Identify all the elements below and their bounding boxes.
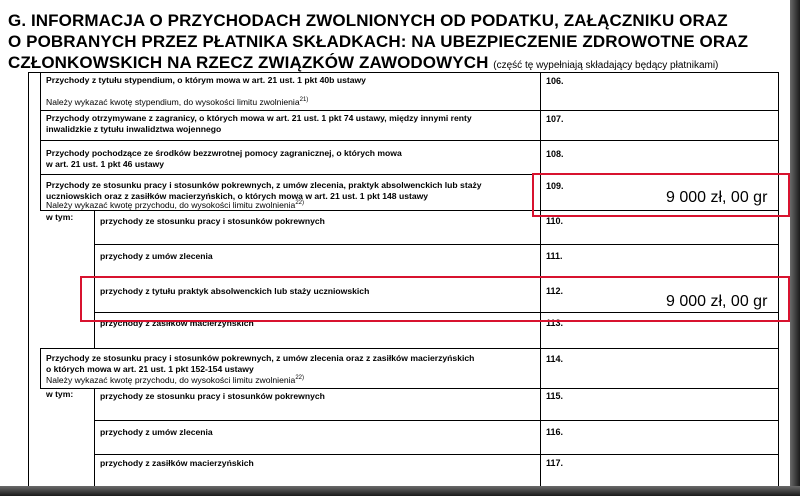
- wtym-label: w tym:: [46, 389, 74, 399]
- footnote-ref: 21): [299, 97, 309, 104]
- row-110-label: przychody ze stosunku pracy i stosunków pokrewnych: [100, 216, 325, 226]
- row-109-note-text: Należy wykazać kwotę przychodu, do wysokości limitu zwolnienia: [46, 200, 296, 210]
- row-separator: [94, 420, 778, 421]
- field-111-number: 111.: [546, 251, 563, 261]
- row-111-label: przychody z umów zlecenia: [100, 251, 213, 261]
- row-106-note: [46, 97, 308, 108]
- row-109-note: [46, 200, 304, 211]
- row-112-label: przychody z tytułu praktyk absolwenckich lub staży uczniowskich: [100, 286, 370, 296]
- footnote-ref: 22): [295, 200, 304, 207]
- field-116-number: 116.: [546, 427, 564, 437]
- field-117-number: 117.: [546, 458, 564, 468]
- row-115-label: przychody ze stosunku pracy i stosunków pokrewnych: [100, 391, 325, 401]
- row-117-label: przychody z zasiłków macierzyńskich: [100, 458, 254, 468]
- row-108-label-line-2: w art. 21 ust. 1 pkt 46 ustawy: [46, 159, 164, 169]
- row-116-label: przychody z umów zlecenia: [100, 427, 213, 437]
- title-line-3-text: CZŁONKOWSKICH NA RZECZ ZWIĄZKÓW ZAWODOWYCH: [8, 53, 489, 72]
- wtym-column-border: [94, 388, 95, 486]
- page-shadow-right: [790, 0, 800, 496]
- wtym-label: w tym:: [46, 212, 74, 222]
- field-109-amount[interactable]: 9 000 zł, 00 gr: [666, 189, 768, 206]
- label-column-left-border: [40, 72, 41, 210]
- row-separator: [40, 388, 778, 389]
- row-107-label-line-2: inwalidzkie z tytułu inwalidztwa wojennego: [46, 124, 222, 134]
- field-114-number: 114.: [546, 354, 564, 364]
- row-114-label-line-2: o których mowa w art. 21 ust. 1 pkt 152-154 ustawy: [46, 364, 254, 374]
- row-114-label-line-1: Przychody ze stosunku pracy i stosunków pokrewnych, z umów zlecenia oraz z zasiłków macierzyńskich: [46, 353, 475, 363]
- page-shadow-bottom: [0, 486, 800, 496]
- row-separator: [94, 244, 778, 245]
- label-column-left-border: [40, 348, 41, 388]
- row-106-label: Przychody z tytułu stypendium, o którym mowa w art. 21 ust. 1 pkt 40b ustawy: [46, 75, 366, 85]
- row-separator: [40, 140, 778, 141]
- field-112-number: 112.: [546, 286, 564, 296]
- field-112-amount[interactable]: 9 000 zł, 00 gr: [666, 293, 768, 310]
- row-separator: [40, 110, 778, 111]
- title-line-2: O POBRANYCH PRZEZ PŁATNIKA SKŁADKACH: NA UBEZPIECZENIE ZDROWOTNE ORAZ: [8, 32, 749, 51]
- highlight-box-field-109: [532, 173, 790, 217]
- section-g-title: [8, 10, 788, 76]
- field-107-number: 107.: [546, 114, 564, 124]
- footnote-ref: 22): [295, 375, 304, 382]
- field-109-number: 109.: [546, 181, 564, 191]
- field-113-number: 113.: [546, 318, 564, 328]
- row-106-note-text: Należy wykazać kwotę stypendium, do wysokości limitu zwolnienia: [46, 97, 300, 107]
- row-114-note: [46, 375, 304, 386]
- table-left-border: [28, 72, 29, 486]
- row-114-note-text: Należy wykazać kwotę przychodu, do wysokości limitu zwolnienia: [46, 375, 296, 385]
- row-113-label: przychody z zasiłków macierzyńskich: [100, 318, 254, 328]
- row-separator: [40, 348, 778, 349]
- row-107-label-line-1: Przychody otrzymywane z zagranicy, o których mowa w art. 21 ust. 1 pkt 74 ustawy, między innymi renty: [46, 113, 472, 123]
- highlight-box-row-112: [80, 276, 790, 322]
- field-110-number: 110.: [546, 216, 564, 226]
- table-top-border: [28, 72, 779, 73]
- row-separator: [94, 454, 778, 455]
- title-line-1: G. INFORMACJA O PRZYCHODACH ZWOLNIONYCH OD PODATKU, ZAŁĄCZNIKU ORAZ: [8, 11, 728, 30]
- field-115-number: 115.: [546, 391, 564, 401]
- row-108-label-line-1: Przychody pochodzące ze środków bezzwrotnej pomocy zagranicznej, o których mowa: [46, 148, 402, 158]
- row-109-label-line-2: uczniowskich oraz z zasiłków macierzyńskich, o których mowa w art. 21 ust. 1 pkt 148 ustawy: [46, 191, 429, 201]
- field-108-number: 108.: [546, 149, 564, 159]
- field-106-number: 106.: [546, 76, 564, 86]
- row-109-label-line-1: Przychody ze stosunku pracy i stosunków pokrewnych, z umów zlecenia, praktyk absolwenckich lub staży: [46, 180, 482, 190]
- title-note: (część tę wypełniają składający będący płatnikami): [493, 60, 719, 71]
